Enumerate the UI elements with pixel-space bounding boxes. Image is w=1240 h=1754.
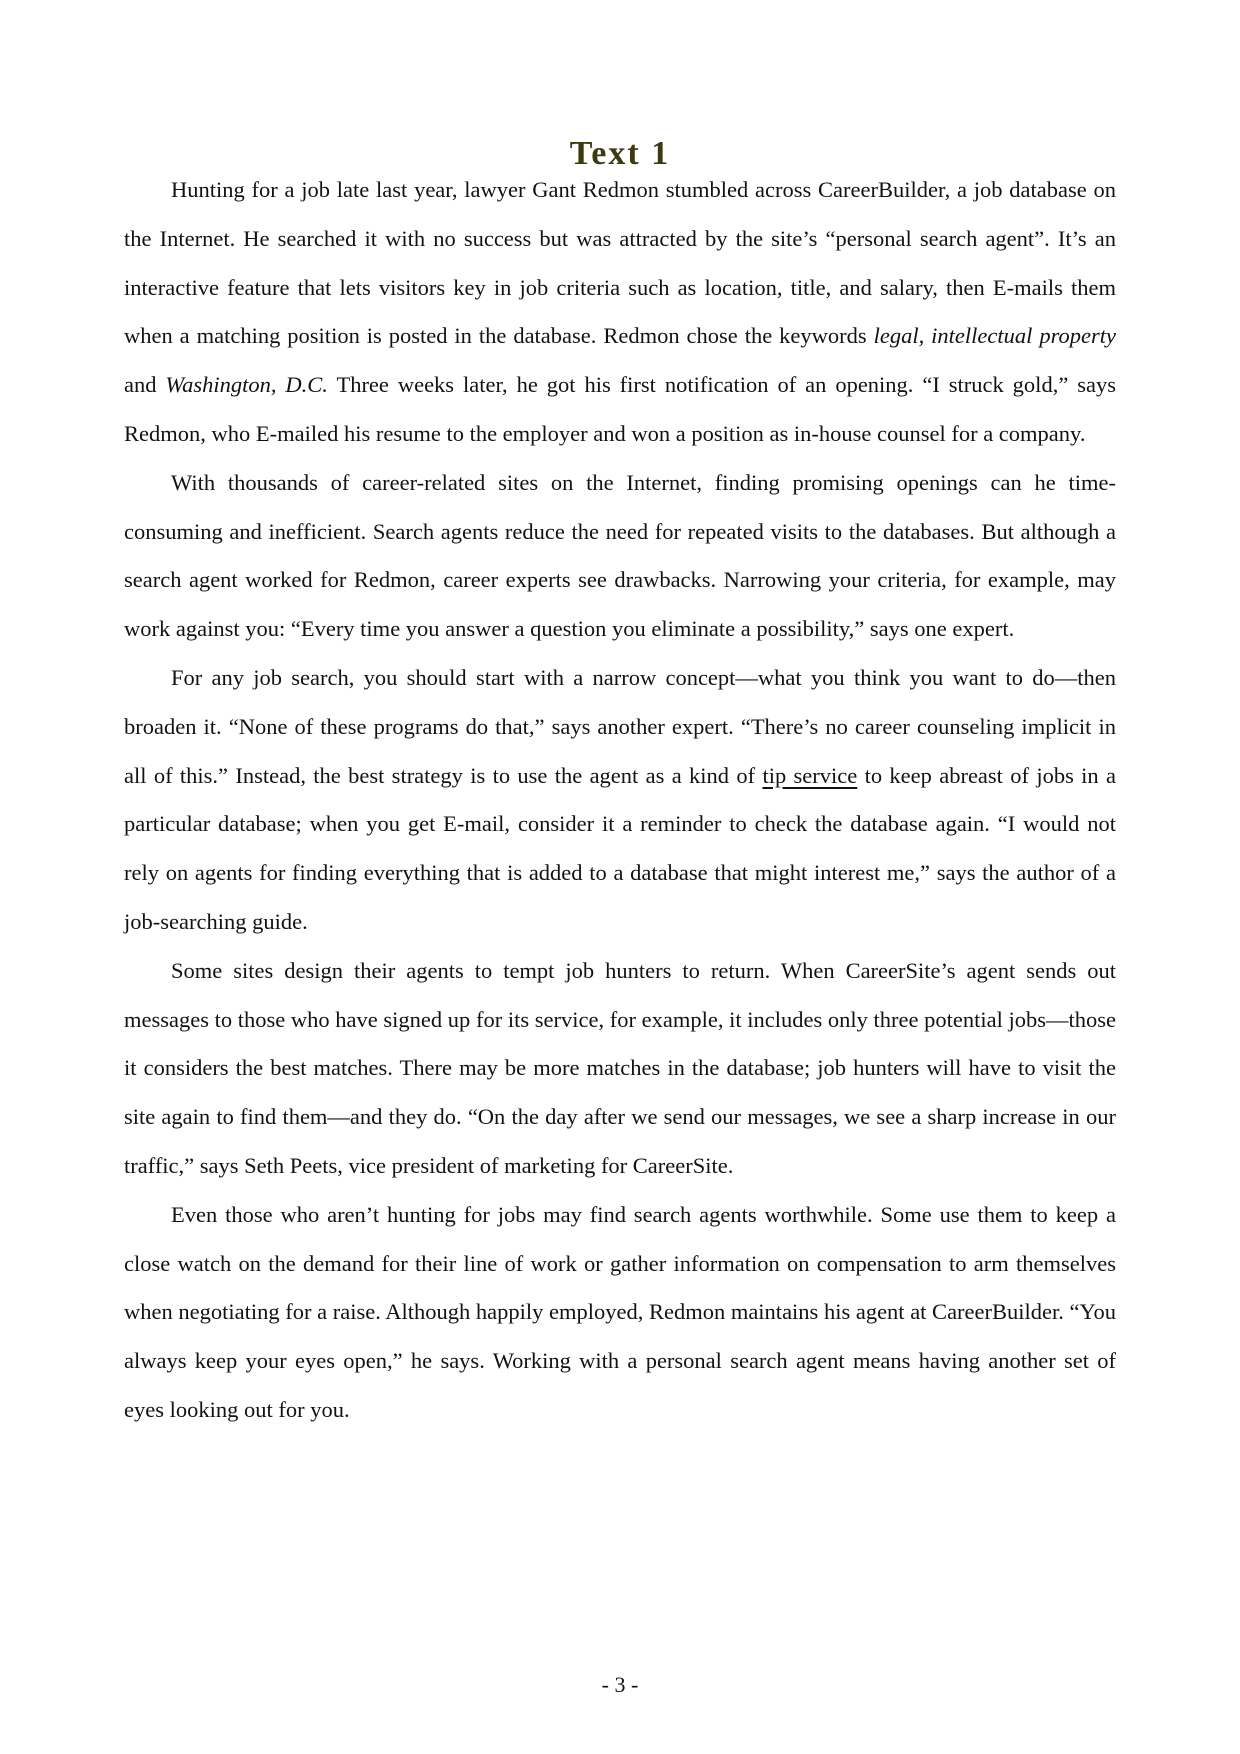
text-run: Some sites design their agents to tempt job hunters to return. When CareerSite’s agent sends out messages to those who have signed up for its service, for example, it includes only three potential jobs—those it considers the best matches. There may be more matches in the database; job hunters will have to visit the site again to find them—and they do. “On the day after we send our messages, we see a sharp increase in our traffic,” says Seth Peets, vice president of marketing for CareerSite.: [124, 957, 1116, 1178]
text-run: For any job search, you should start with a narrow concept—what you think you want to do—then broaden it. “None of these programs do that,” says another expert. “There’s no career counseling implicit in all of this.” Instead, the best strategy is to use the agent as a kind of: [124, 664, 1116, 788]
paragraph: [124, 947, 1116, 1191]
text-run: Hunting for a job late last year, lawyer Gant Redmon stumbled across CareerBuilder, a job database on the Internet. He searched it with no success but was attracted by the site’s “personal search agent”. It’s an interactive feature that lets visitors key in job criteria such as location, title, and salary, then E-mails them when a matching position is posted in the database. Redmon chose the keywords: [124, 177, 1116, 349]
underlined-phrase: tip service: [762, 762, 858, 788]
passage: [124, 166, 1116, 1435]
paragraph: [124, 1191, 1116, 1435]
paragraph: [124, 166, 1116, 459]
text-run: Three weeks later, he got his first notification of an opening. “I struck gold,” says Redmon, who E-mailed his resume to the employer and won a position as in-house counsel for a company.: [124, 372, 1116, 446]
text-run: Even those who aren’t hunting for jobs may find search agents worthwhile. Some use them to keep a close watch on the demand for their line of work or gather information on compensation to arm themselves when negotiating for a raise. Although happily employed, Redmon maintains his agent at CareerBuilder. “You always keep your eyes open,” he says. Working with a personal search agent means having another set of eyes looking out for you.: [124, 1201, 1116, 1422]
text-run: With thousands of career-related sites on the Internet, finding promising openings can he time-consuming and inefficient. Search agents reduce the need for repeated visits to the databases. But although a search agent worked for Redmon, career experts see drawbacks. Narrowing your criteria, for example, may work against you: “Every time you answer a question you eliminate a possibility,” says one expert.: [124, 469, 1116, 642]
text-run: and: [124, 372, 166, 398]
italic-phrase: Washington, D.C.: [165, 372, 328, 398]
italic-phrase: legal, intellectual property: [873, 323, 1116, 349]
paragraph: [124, 654, 1116, 947]
page-title: Text 1: [569, 134, 671, 172]
text-run: to keep abreast of jobs in a particular database; when you get E-mail, consider it a reminder to check the database again. “I would not rely on agents for finding everything that is added to a database that might interest me,” says the author of a job-searching guide.: [124, 762, 1116, 934]
page-number: - 3 -: [601, 1672, 639, 1697]
paragraph: [124, 459, 1116, 654]
